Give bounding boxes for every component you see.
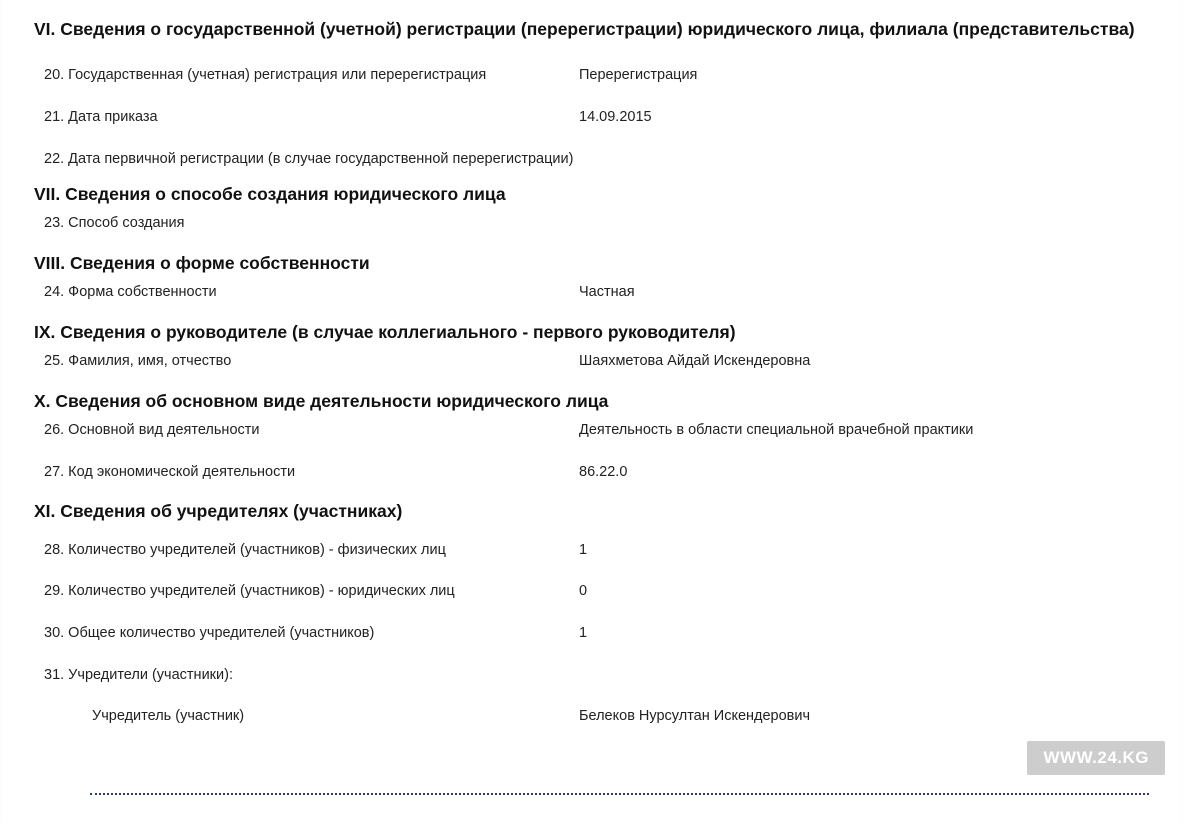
field-label: 24. Форма собственности [44,284,217,301]
field-label: 29. Количество учредителей (участников) - юридических лиц [44,583,455,600]
field-row [34,463,1149,483]
founder-row [34,707,1149,727]
field-row [34,624,1149,644]
field-label: 26. Основной вид деятельности [44,422,260,439]
field-value: 1 [579,624,588,641]
section-heading-vii: VII. Сведения о способе создания юридического лица [34,184,506,205]
field-label: 23. Способ создания [44,215,185,232]
field-row [34,421,1149,441]
field-value: Деятельность в области специальной врачебной практики [579,422,974,439]
field-row [34,150,1149,170]
section-heading-vi: VI. Сведения о государственной (учетной) регистрации (перерегистрации) юридического лица, филиала (представительства) [34,19,1135,39]
field-value: Перерегистрация [579,67,698,84]
field-label: 22. Дата первичной регистрации (в случае государственной перерегистрации) [44,150,574,167]
field-label: 31. Учредители (участники): [44,666,233,683]
watermark: WWW.24.KG [1027,741,1165,775]
field-row [34,582,1149,602]
field-row [34,108,1149,128]
field-label: 28. Количество учредителей (участников) - физических лиц [44,541,446,558]
field-row [34,66,1149,86]
field-value: 14.09.2015 [579,108,652,125]
section-heading-xi: XI. Сведения об учредителях (участниках) [34,501,403,522]
field-row [34,214,1149,234]
field-value: 86.22.0 [579,463,628,480]
section-heading-ix: IX. Сведения о руководителе (в случае коллегиального - первого руководителя) [34,321,736,342]
field-row [34,283,1149,303]
field-label: 25. Фамилия, имя, отчество [44,353,232,370]
dotted-separator [90,793,1149,795]
founder-name: Белеков Нурсултан Искендерович [579,708,811,725]
field-label: 30. Общее количество учредителей (участников) [44,624,375,641]
section-heading-viii: VIII. Сведения о форме собственности [34,253,370,274]
field-value: 0 [579,583,588,600]
field-label: 20. Государственная (учетная) регистрация или перерегистрация [44,67,487,84]
field-row [34,352,1149,372]
field-label: 27. Код экономической деятельности [44,463,296,480]
field-row [34,541,1149,561]
page-edge-left [0,0,3,823]
field-value: 1 [579,541,588,558]
section-heading-x: X. Сведения об основном виде деятельности юридического лица [34,390,609,411]
field-value: Шаяхметова Айдай Искендеровна [579,353,811,370]
field-row [34,666,1149,686]
field-label: 21. Дата приказа [44,108,158,125]
field-value: Частная [579,284,635,301]
founder-label: Учредитель (участник) [92,708,245,725]
